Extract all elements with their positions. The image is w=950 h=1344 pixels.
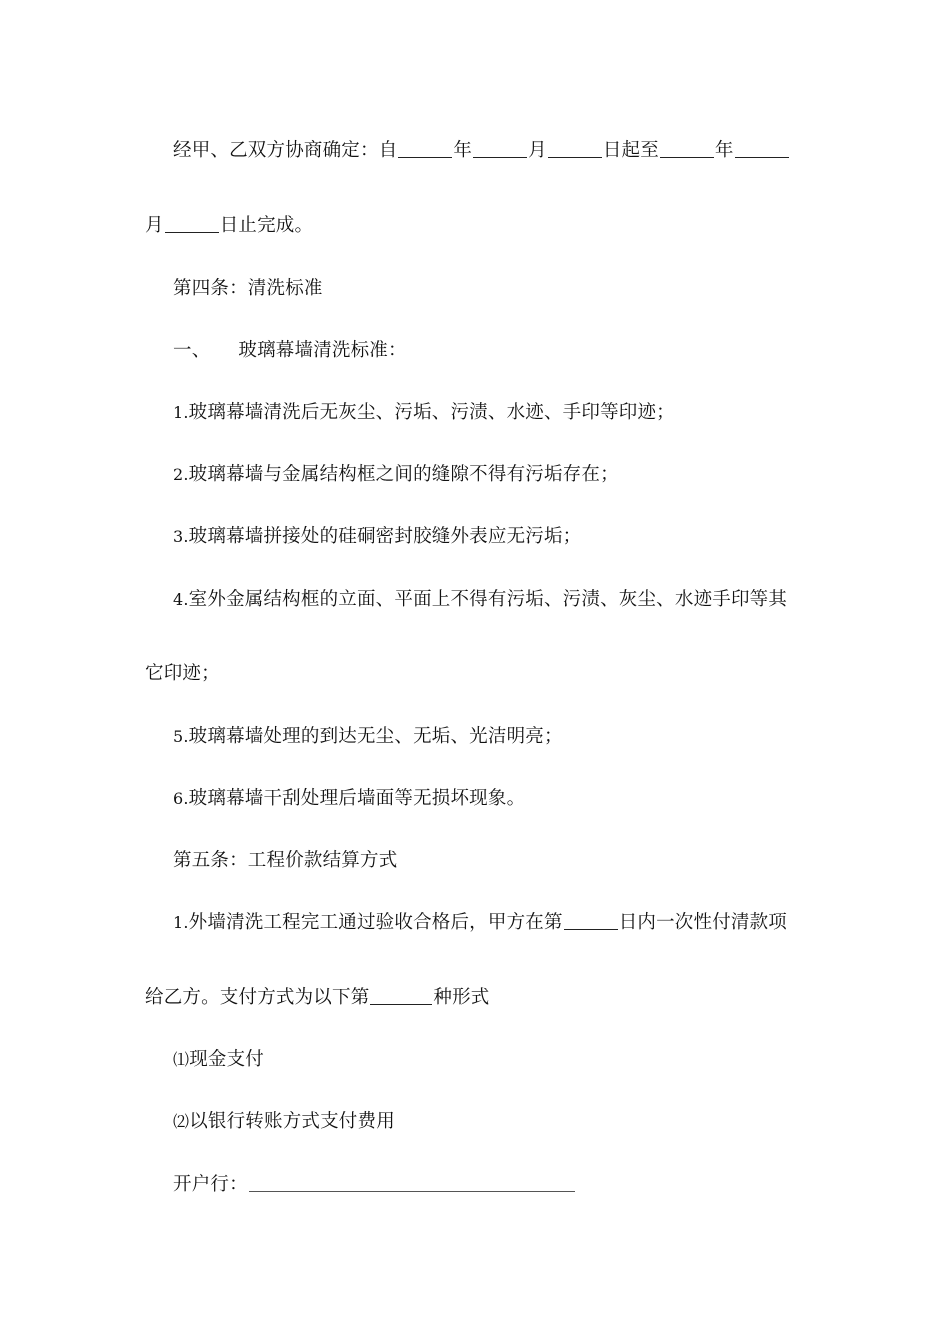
list-item-4-cont: 它印迹；: [145, 663, 220, 684]
blank-start-month: [473, 139, 527, 158]
payment-option-2: ⑵以银行转账方式支付费用: [173, 1111, 395, 1132]
payment-clause: 1.外墙清洗工程完工通过验收合格后，甲方在第 日内一次性付清款项: [173, 912, 787, 933]
payment-clause-cont: 给乙方。支付方式为以下第 种形式: [145, 987, 490, 1008]
blank-end-year: [660, 139, 714, 158]
bank-field: [173, 1173, 576, 1197]
article-4-heading: 第四条：清洗标准: [173, 278, 323, 299]
blank-payment-days: [564, 911, 618, 930]
list-item-5: 5.玻璃幕墙处理的到达无尘、无垢、光洁明亮；: [173, 726, 563, 747]
list-item-1: 1.玻璃幕墙清洗后无灰尘、污垢、污渍、水迹、手印等印迹；: [173, 402, 675, 423]
blank-payment-method: [370, 986, 432, 1005]
blank-end-day: [165, 214, 219, 233]
blank-bank-name: [249, 1173, 575, 1192]
payment-option-1: ⑴现金支付: [173, 1049, 265, 1070]
article-5-heading: 第五条：工程价款结算方式: [173, 850, 398, 871]
list-item-2: 2.玻璃幕墙与金属结构框之间的缝隙不得有污垢存在；: [173, 464, 619, 485]
blank-start-day: [548, 139, 602, 158]
blank-end-year-2: [735, 139, 789, 158]
list-item-3: 3.玻璃幕墙拼接处的硅硐密封胶缝外表应无污垢；: [173, 526, 582, 547]
list-item-6: 6.玻璃幕墙干刮处理后墙面等无损坏现象。: [173, 788, 526, 809]
paragraph-term-dates-cont: 月 日止完成。: [145, 215, 314, 236]
bank-label: 开户行：: [173, 1174, 248, 1195]
list-item-4: 4.室外金属结构框的立面、平面上不得有污垢、污渍、灰尘、水迹手印等其: [173, 589, 788, 610]
paragraph-term-dates: 经甲、乙双方协商确定：自 年 月 日起至 年: [173, 139, 790, 163]
blank-start-year: [398, 139, 452, 158]
section-1-heading: 一、 玻璃幕墙清洗标准：: [173, 340, 407, 361]
